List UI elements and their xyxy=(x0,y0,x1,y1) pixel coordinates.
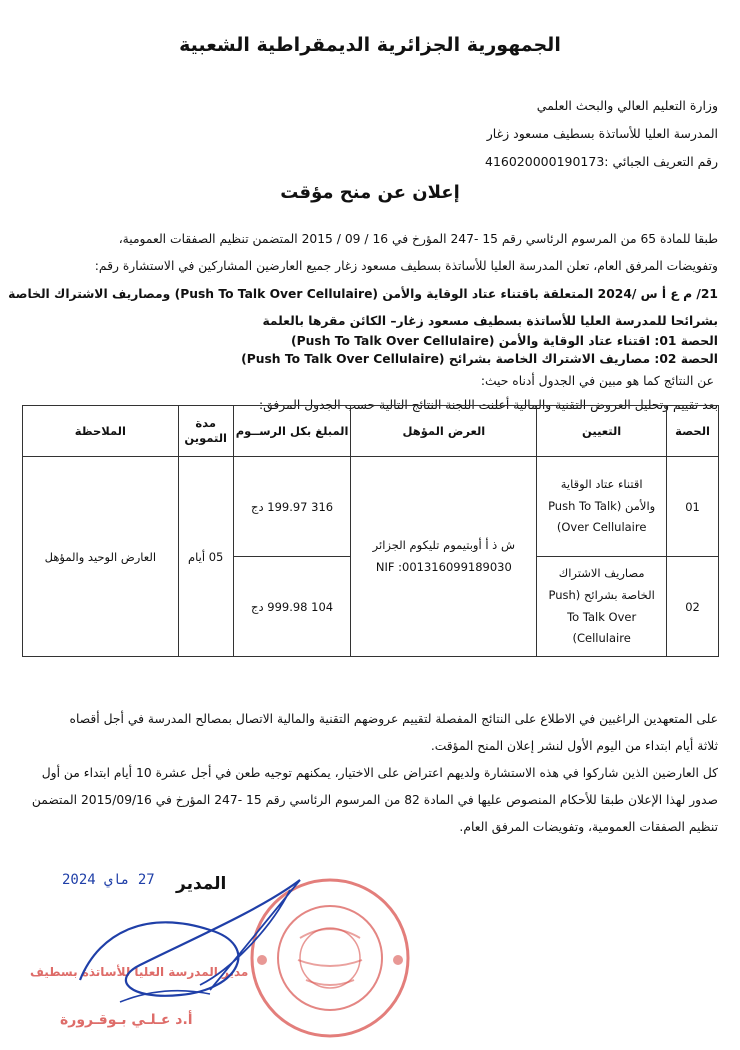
lot-designation: اقتناء عتاد الوقاية والأمن (Push To Talk Over Cellulaire) xyxy=(537,457,667,557)
bottom-line-2: ثلاثة أيام ابتداء من اليوم الأول لنشر إعلان المنح المؤقت. xyxy=(430,739,718,753)
header-designation: التعيين xyxy=(537,406,667,457)
table-row xyxy=(23,457,719,557)
header-lot: الحصة xyxy=(667,406,719,457)
header-note: الملاحظة xyxy=(23,406,179,457)
lot-2-line: الحصة 02: مصاريف الاشتراك الخاصة بشرائح (Push To Talk Over Cellulaire) xyxy=(241,352,718,366)
school-name: المدرسة العليا للأساتذة بسطيف مسعود زغار xyxy=(486,126,718,141)
bottom-line-5: تنظيم الصفقات العمومية، وتفويضات المرفق العام. xyxy=(459,820,718,834)
republic-title: الجمهورية الجزائرية الديمقراطية الشعبية xyxy=(179,34,561,56)
offer-name: ش ذ أ أوبتيموم تليكوم الجزائر xyxy=(372,537,516,552)
signature-title: المدير xyxy=(176,874,227,894)
para-line-8: بعد تقييم وتحليل العروض التقنية والمالية أعلنت اللجنة النتائج التالية حسب الجدول المرفق: xyxy=(258,398,718,412)
stamp-director-name: أ.د عـلـي بـوقـرورة xyxy=(60,1012,193,1028)
header-duration: مدة التموين xyxy=(178,406,233,457)
lot-1-line: الحصة 01: اقتناء عتاد الوقاية والأمن (Push To Talk Over Cellulaire) xyxy=(290,334,718,348)
date-stamp: 27 ماي 2024 xyxy=(62,872,155,888)
ministry-name: وزارة التعليم العالي والبحث العلمي xyxy=(536,98,718,113)
bottom-line-4: صدور لهذا الإعلان طبقا للأحكام المنصوص عليها في المادة 82 من المرسوم الرئاسي رقم 15 -247 المؤرخ في 2015/09/16 المتضمن xyxy=(31,793,718,807)
supply-duration: 05 أيام xyxy=(178,457,233,657)
para-line-2: وتفويضات المرفق العام، تعلن المدرسة العليا للأساتذة بسطيف مسعود زغار جميع العارضين المشاركين في الاستشارة رقم: xyxy=(94,259,718,273)
lot-designation: مصاريف الاشتراك الخاصة بشرائح (Push To Talk Over Cellulaire) xyxy=(537,557,667,657)
header-offer: العرض المؤهل xyxy=(351,406,537,457)
stamp-institution: مدير المدرسة العليا للأساتذة بسطيف xyxy=(30,965,249,979)
announcement-title: إعلان عن منح مؤقت xyxy=(280,182,460,203)
qualified-offer xyxy=(351,457,537,657)
table-header-row xyxy=(23,406,719,457)
lot-number: 02 xyxy=(667,557,719,657)
lot-amount: 104 999.98 دج xyxy=(233,557,351,657)
para-line-1: طبقا للمادة 65 من المرسوم الرئاسي رقم 15 -247 المؤرخ في 16 / 09 / 2015 المتضمن تنظيم الصفقات العمومية، xyxy=(118,232,718,246)
offer-nif: NIF :001316099189030 xyxy=(375,559,512,574)
para-line-7: عن النتائج كما هو مبين في الجدول أدناه حيث: xyxy=(480,374,714,388)
remark: العارض الوحيد والمؤهل xyxy=(23,457,179,657)
bottom-line-3: كل العارضين الذين شاركوا في هذه الاستشارة ولديهم اعتراض على الاختيار، يمكنهم توجيه طعن في أجل عشرة 10 أيام ابتداء من أول xyxy=(41,766,718,780)
tax-id: رقم التعريف الجبائي :416020000190173 xyxy=(485,154,718,169)
header-amount: المبلغ بكل الرســوم xyxy=(233,406,351,457)
lot-number: 01 xyxy=(667,457,719,557)
lot-amount: 316 199.97 دج xyxy=(233,457,351,557)
para-line-3: 21/ م ع أ س /2024 المتعلقة باقتناء عتاد الوقاية والأمن (Push To Talk Over Cellulaire) ومصاريف الاشتراك الخاصة xyxy=(8,287,718,301)
handwritten-signature xyxy=(60,870,320,1020)
para-line-4: بشرائحا للمدرسة العليا للأساتذة بسطيف مسعود زغار– الكائن مقرها بالعلمة xyxy=(262,314,718,328)
results-table xyxy=(22,405,719,657)
bottom-line-1: على المتعهدين الراغبين في الاطلاع على النتائج المفصلة لتقييم عروضهم التقنية والمالية الاتصال بمصالح المدرسة في أجل أقصاه xyxy=(69,712,718,726)
